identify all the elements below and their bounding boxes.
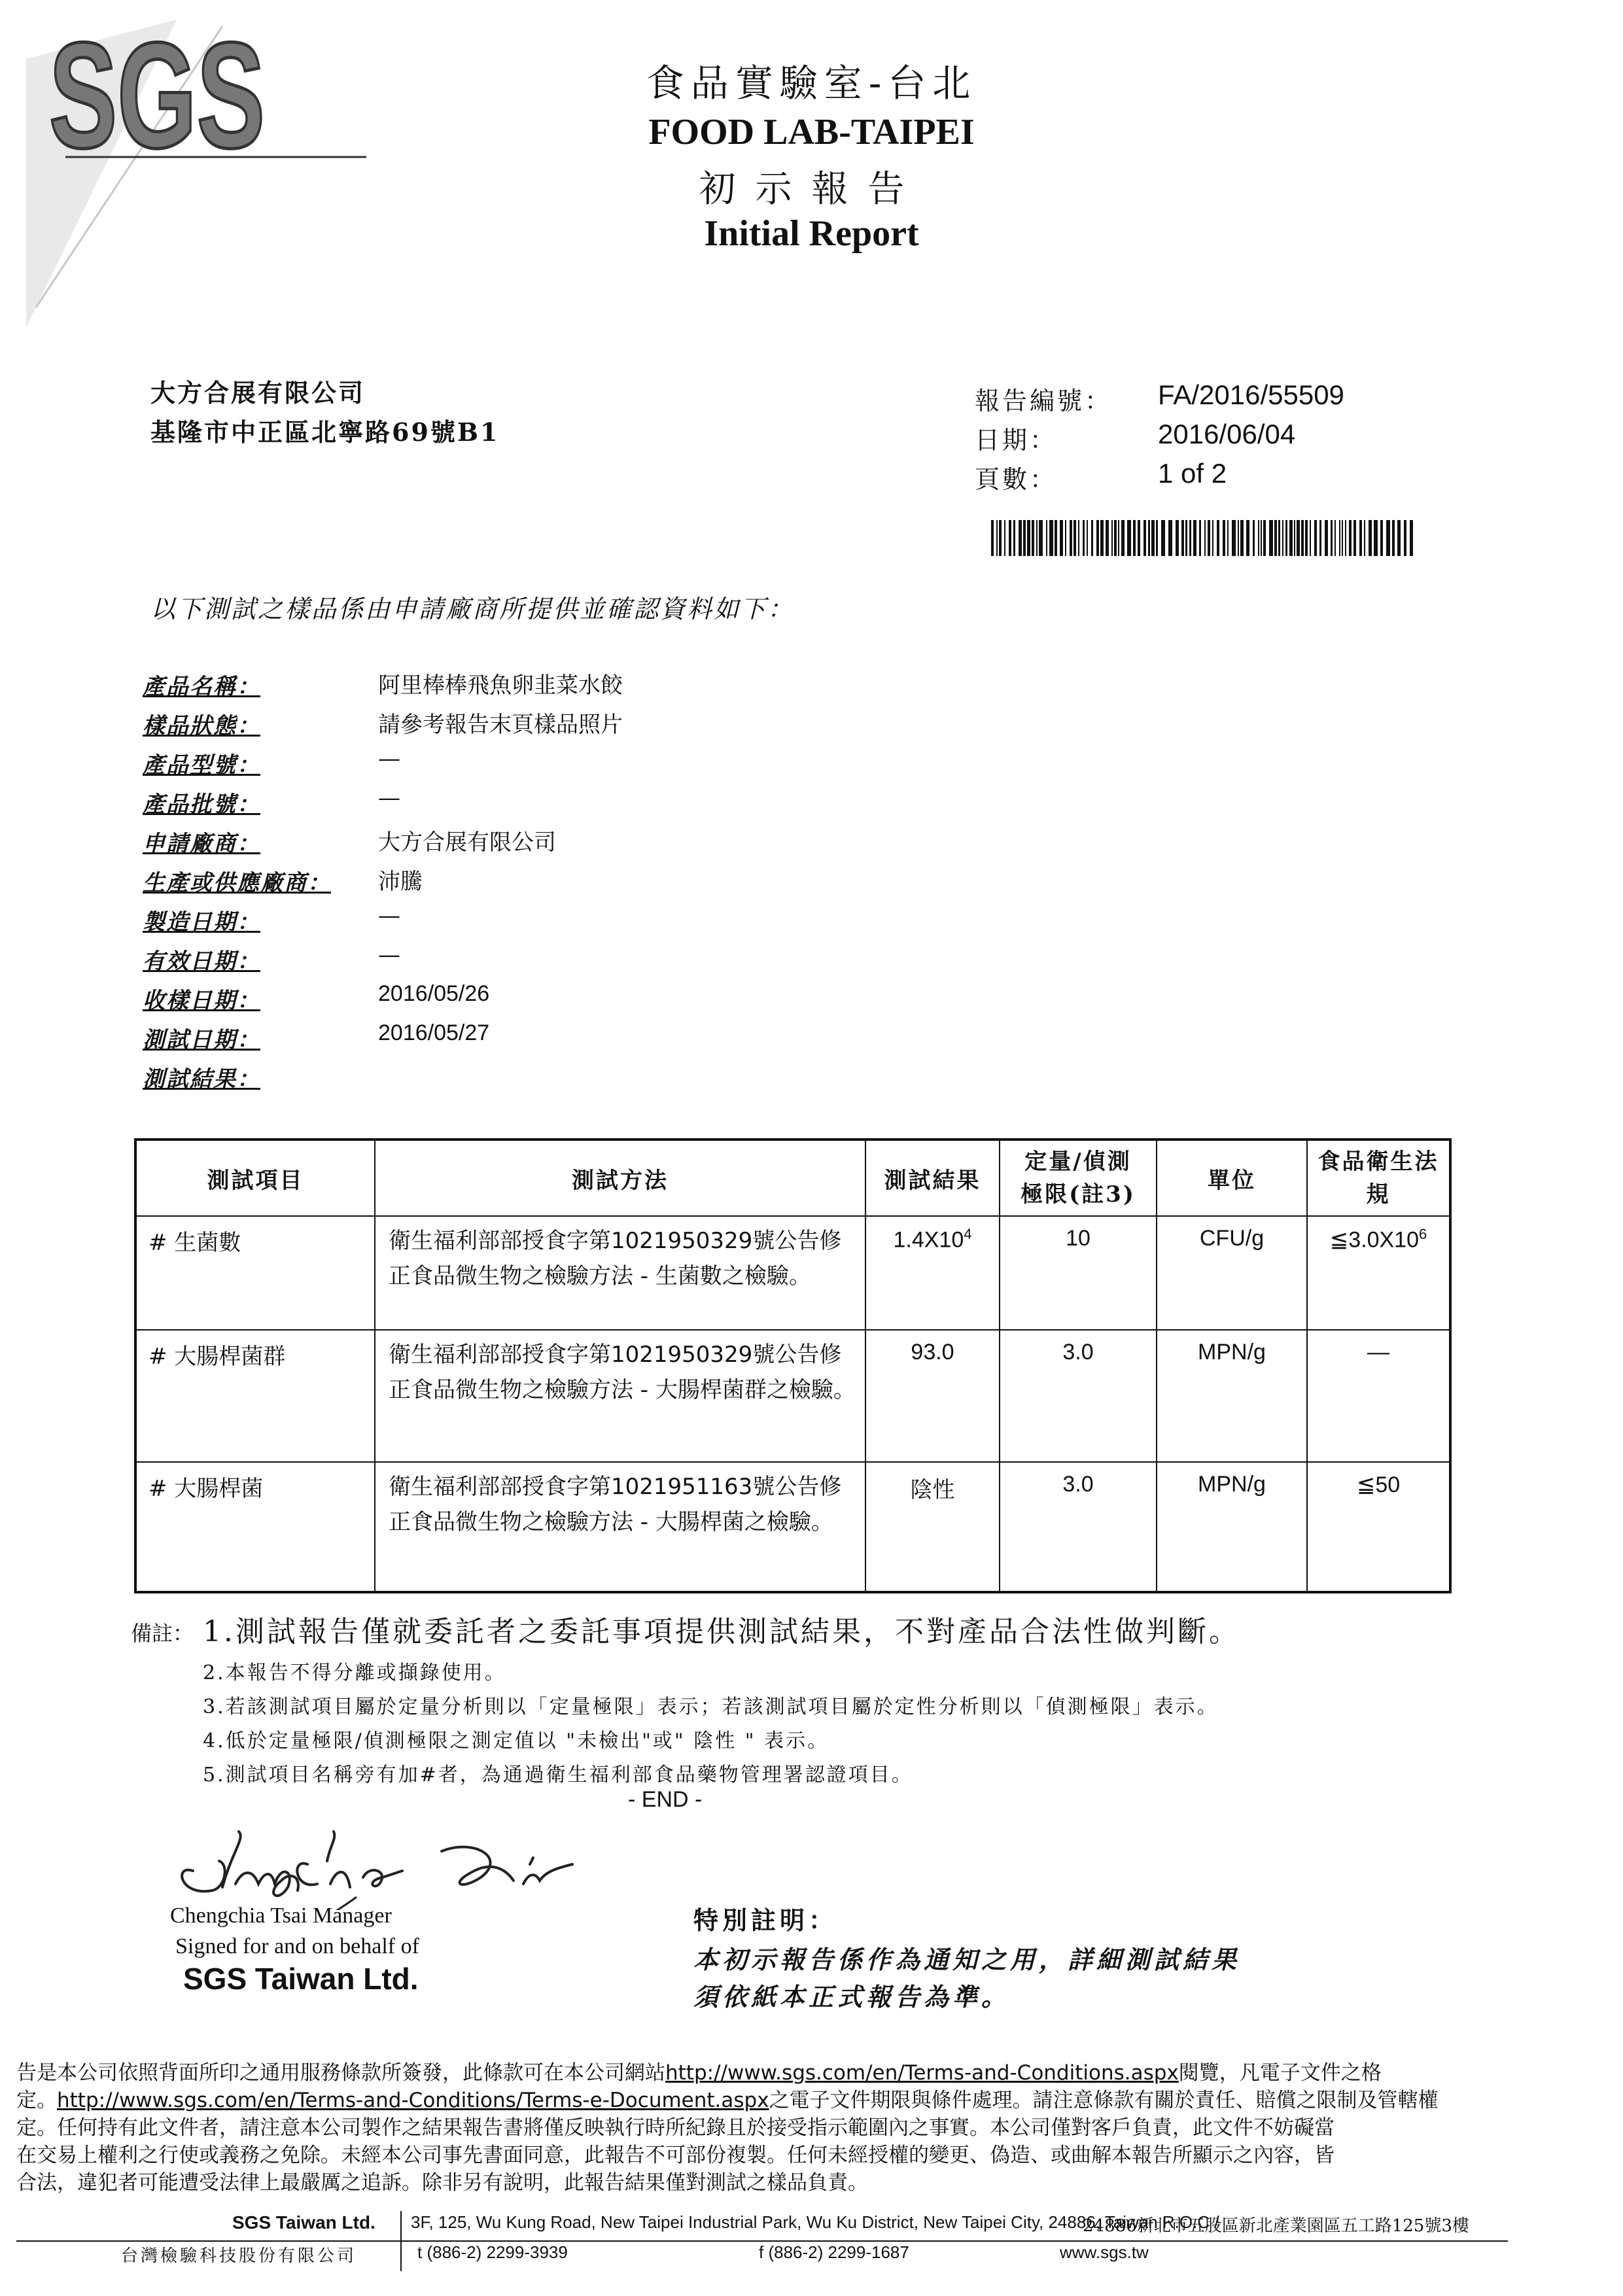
field-value-manufacturer: 沛騰 — [378, 869, 423, 895]
cell-item: # 生菌數 — [135, 1216, 375, 1330]
barcode-bar — [1027, 520, 1030, 556]
field-value-received-date: 2016/05/26 — [378, 981, 490, 1006]
barcode-bar — [1223, 520, 1225, 556]
cell-item: # 大腸桿菌群 — [135, 1330, 375, 1462]
barcode-bar — [1359, 520, 1362, 556]
intro-text: 以下測試之樣品係由申請廠商所提供並確認資料如下： — [150, 595, 795, 623]
footer-address-en: 3F, 125, Wu Kung Road, New Taipei Industrial Park, Wu Ku District, New Taipei City, 24886, Taiwan R.O.C / — [411, 2212, 1219, 2232]
cell-regulation — [1307, 1330, 1450, 1462]
field-label-product-name: 產品名稱： — [143, 674, 260, 700]
barcode-bar — [1161, 520, 1165, 556]
cell-item: # 大腸桿菌 — [135, 1462, 375, 1592]
barcode-bar — [1319, 520, 1321, 556]
field-label-test-date: 測試日期： — [143, 1027, 260, 1053]
disclaimer-text: 合法，違犯者可能遭受法律上最嚴厲之追訴。除非另有說明，此報告結果僅對測試之樣品負責。 — [16, 2171, 868, 2195]
field-label-mfg-date: 製造日期： — [143, 909, 260, 935]
report-number-label: 報告編號： — [975, 387, 1113, 415]
cell-limit: 3.0 — [1000, 1330, 1157, 1462]
table-row — [135, 1330, 1450, 1462]
cell-regulation-exponent: 6 — [1419, 1226, 1427, 1242]
barcode-bar — [1023, 520, 1026, 556]
barcode-bar — [1263, 520, 1266, 556]
note-item: 2.本報告不得分離或擷錄使用。 — [203, 1661, 506, 1684]
barcode-bar — [1083, 520, 1085, 556]
field-label-test-result: 測試結果： — [143, 1066, 260, 1092]
end-marker: - END - — [628, 1787, 703, 1812]
barcode-bar — [1151, 520, 1155, 556]
special-note-title: 特別註明： — [693, 1905, 838, 1935]
footer-vertical-divider — [400, 2211, 402, 2271]
barcode-bar — [1176, 520, 1179, 556]
barcode-bar — [1212, 520, 1213, 556]
table-header-row — [135, 1139, 1450, 1216]
barcode-bar — [1185, 520, 1187, 556]
barcode-bar — [1118, 520, 1119, 556]
barcode-bar — [1310, 520, 1311, 556]
terms-link[interactable]: http://www.sgs.com/en/Terms-and-Conditions.aspx — [665, 2061, 1179, 2085]
table-row — [135, 1216, 1450, 1330]
footer-divider-line — [16, 2240, 1508, 2242]
table-row — [135, 1462, 1450, 1592]
field-label-manufacturer: 生產或供應廠商： — [143, 870, 331, 896]
barcode-bar — [1091, 520, 1093, 556]
barcode-bar — [1133, 520, 1136, 556]
logo-text: SGS — [49, 20, 265, 179]
field-value-model: — — [378, 746, 400, 772]
barcode-bar — [999, 520, 1002, 556]
report-type-zh: 初示報告 — [699, 168, 924, 211]
barcode-bar — [1065, 520, 1066, 556]
barcode-bar — [1143, 520, 1146, 556]
barcode-bar — [1127, 520, 1131, 556]
cell-result — [865, 1462, 1000, 1592]
barcode-bar — [1238, 520, 1239, 556]
barcode-bar — [1386, 520, 1390, 556]
barcode-bar — [1111, 520, 1113, 556]
barcode-bar — [1240, 520, 1244, 556]
barcode-bar — [1199, 520, 1201, 556]
barcode-bar — [1156, 520, 1158, 556]
e-document-terms-link[interactable]: http://www.sgs.com/en/Terms-and-Conditions/Terms-e-Document.aspx — [57, 2089, 769, 2112]
field-label-sample-status: 樣品狀態： — [143, 713, 260, 739]
barcode-bar — [1380, 520, 1383, 556]
page-count: 1 of 2 — [1158, 458, 1227, 489]
cell-unit: MPN/g — [1157, 1462, 1307, 1592]
barcode-bar — [1345, 520, 1346, 556]
report-type-en: Initial Report — [704, 213, 919, 254]
barcode-bar — [1217, 520, 1219, 556]
cell-result — [865, 1330, 1000, 1462]
barcode-bar — [1404, 520, 1406, 556]
col-header-limit — [1000, 1139, 1157, 1216]
field-label-batch: 產品批號： — [143, 791, 260, 818]
cell-result-base: 93.0 — [911, 1340, 954, 1365]
footer-company-zh: 台灣檢驗科技股份有限公司 — [121, 2246, 357, 2266]
barcode-bar — [1289, 520, 1293, 556]
barcode-bar — [1285, 520, 1287, 556]
cell-result-base: 1.4X10 — [893, 1227, 964, 1253]
barcode-bar — [1314, 520, 1317, 556]
cell-limit: 10 — [1000, 1216, 1157, 1330]
client-name: 大方合展有限公司 — [150, 378, 366, 408]
barcode-bar — [1294, 520, 1295, 556]
barcode-bar — [1335, 520, 1336, 556]
field-value-batch: — — [378, 785, 400, 811]
field-label-model: 產品型號： — [143, 752, 260, 778]
barcode-bar — [1078, 520, 1079, 556]
disclaimer-text: 定。 — [16, 2089, 57, 2112]
barcode-bar — [1138, 520, 1140, 556]
col-header-result: 測試結果 — [865, 1139, 1000, 1216]
cell-method: 衛生福利部部授食字第1021951163號公告修正食品微生物之檢驗方法 - 大腸桿菌之檢驗。 — [375, 1462, 865, 1592]
field-value-sample-status: 請參考報告末頁樣品照片 — [378, 712, 623, 738]
cell-method: 衛生福利部部授食字第1021950329號公告修正食品微生物之檢驗方法 - 生菌數之檢驗。 — [375, 1216, 865, 1330]
disclaimer-text: 定。任何持有此文件者，請注意本公司製作之結果報告書將僅反映執行時所紀錄且於接受指示範圍內之事實。本公司僅對客戶負責，此文件不妨礙當 — [16, 2116, 1335, 2140]
barcode-bar — [1374, 520, 1378, 556]
barcode-bar — [1100, 520, 1104, 556]
barcode-bar — [1019, 520, 1022, 556]
col-header-limit-line2: 極限(註3) — [1021, 1181, 1136, 1208]
cell-regulation — [1307, 1216, 1450, 1330]
cell-regulation — [1307, 1462, 1450, 1592]
barcode-bar — [1364, 520, 1365, 556]
barcode-bar — [1261, 520, 1262, 556]
col-header-regulation: 食品衛生法規 — [1307, 1139, 1450, 1216]
barcode-bar — [1274, 520, 1277, 556]
field-label-applicant: 申請廠商： — [143, 831, 260, 857]
cell-unit: CFU/g — [1157, 1216, 1307, 1330]
report-date: 2016/06/04 — [1158, 419, 1296, 449]
barcode-bar — [1087, 520, 1088, 556]
barcode-bar — [1073, 520, 1076, 556]
barcode-bar — [1009, 520, 1011, 556]
note-item: 1.測試報告僅就委託者之委託事項提供測試結果，不對產品合法性做判斷。 — [203, 1615, 1240, 1648]
barcode-bar — [1301, 520, 1304, 556]
barcode-bar — [1246, 520, 1249, 556]
footer-fax: f (886-2) 2299-1687 — [759, 2242, 909, 2262]
notes-label: 備註： — [131, 1621, 194, 1646]
footer-phone: t (886-2) 2299-3939 — [417, 2242, 568, 2262]
field-value-test-date: 2016/05/27 — [378, 1020, 490, 1045]
barcode-bar — [1282, 520, 1283, 556]
barcode-bar — [1339, 520, 1340, 556]
barcode — [991, 520, 1420, 556]
cell-regulation-base: ≦3.0X10 — [1329, 1227, 1419, 1253]
special-note-line: 本初示報告係作為通知之用，詳細測試結果 — [693, 1945, 1241, 1974]
barcode-bar — [1297, 520, 1300, 556]
cell-result-exponent: 4 — [964, 1226, 972, 1242]
col-header-limit-line1: 定量/偵測 — [1024, 1149, 1132, 1175]
barcode-bar — [1410, 520, 1413, 556]
note-item: 4.低於定量極限/偵測極限之測定值以 "未檢出"或" 陰性 " 表示。 — [203, 1730, 829, 1752]
field-label-expiry-date: 有效日期： — [143, 948, 260, 975]
barcode-bar — [1193, 520, 1196, 556]
barcode-bar — [1039, 520, 1043, 556]
barcode-bar — [1046, 520, 1047, 556]
barcode-bar — [1353, 520, 1356, 556]
barcode-bar — [1032, 520, 1034, 556]
barcode-bar — [1004, 520, 1005, 556]
barcode-bar — [1114, 520, 1117, 556]
disclaimer-text: 在交易上權利之行使或義務之免除。未經本公司事先書面同意，此報告不可部份複製。任何未經授權的變更、偽造、或曲解本報告所顯示之內容，皆 — [16, 2144, 1335, 2167]
field-value-applicant: 大方合展有限公司 — [378, 829, 556, 856]
lab-title-zh: 食品實驗室-台北 — [646, 61, 977, 105]
barcode-bar — [1055, 520, 1057, 556]
barcode-bar — [1070, 520, 1072, 556]
handwritten-signature — [167, 1825, 585, 1910]
barcode-bar — [1392, 520, 1395, 556]
barcode-bar — [1189, 520, 1191, 556]
legal-disclaimer — [16, 2059, 1482, 2197]
page-count-label: 頁數： — [975, 465, 1058, 494]
report-number: FA/2016/55509 — [1158, 379, 1344, 410]
barcode-bar — [1106, 520, 1109, 556]
cell-unit: MPN/g — [1157, 1330, 1307, 1462]
barcode-bar — [1168, 520, 1172, 556]
barcode-bar — [1397, 520, 1401, 556]
barcode-bar — [1342, 520, 1343, 556]
barcode-bar — [1227, 520, 1229, 556]
barcode-bar — [991, 520, 994, 556]
note-item: 5.測試項目名稱旁有加#者，為通過衛生福利部食品藥物管理署認證項目。 — [203, 1764, 913, 1786]
signing-company: SGS Taiwan Ltd. — [183, 1962, 419, 1996]
barcode-bar — [1253, 520, 1255, 556]
barcode-bar — [1325, 520, 1328, 556]
barcode-bar — [1232, 520, 1236, 556]
col-header-method: 測試方法 — [375, 1139, 865, 1216]
barcode-bar — [1278, 520, 1280, 556]
field-value-expiry-date: — — [378, 942, 400, 968]
footer-company-en: SGS Taiwan Ltd. — [232, 2212, 375, 2233]
barcode-bar — [1148, 520, 1150, 556]
barcode-bar — [1204, 520, 1206, 556]
barcode-bar — [1049, 520, 1053, 556]
col-header-item: 測試項目 — [135, 1139, 375, 1216]
report-date-label: 日期： — [975, 426, 1058, 455]
barcode-bar — [1369, 520, 1372, 556]
barcode-bar — [1305, 520, 1308, 556]
barcode-bar — [1096, 520, 1099, 556]
signed-on-behalf: Signed for and on behalf of — [175, 1934, 419, 1958]
disclaimer-text: 告是本公司依照背面所印之通用服務條款所簽發，此條款可在本公司網站 — [16, 2061, 665, 2085]
field-value-mfg-date: — — [378, 903, 400, 929]
cell-result — [865, 1216, 1000, 1330]
barcode-bar — [1060, 520, 1063, 556]
col-header-unit: 單位 — [1157, 1139, 1307, 1216]
cell-regulation-base: ≦50 — [1356, 1472, 1401, 1497]
cell-method: 衛生福利部部授食字第1021950329號公告修正食品微生物之檢驗方法 - 大腸桿菌群之檢驗。 — [375, 1330, 865, 1462]
barcode-bar — [1013, 520, 1015, 556]
note-item: 3.若該測試項目屬於定量分析則以「定量極限」表示；若該測試項目屬於定性分析則以「偵測極限」表示。 — [203, 1696, 1219, 1718]
disclaimer-text: 之電子文件期限與條件處理。請注意條款有關於責任、賠償之限制及管轄權 — [769, 2089, 1439, 2112]
cell-regulation-base: — — [1367, 1340, 1389, 1365]
signatory-name: Chengchia Tsai Manager — [170, 1904, 392, 1928]
field-value-product-name: 阿里棒棒飛魚卵韭菜水餃 — [378, 672, 623, 699]
barcode-bar — [1181, 520, 1184, 556]
special-note-line: 須依紙本正式報告為準。 — [693, 1982, 1011, 2011]
cell-limit: 3.0 — [1000, 1462, 1157, 1592]
lab-title-en: FOOD LAB-TAIPEI — [648, 112, 975, 152]
barcode-bar — [1269, 520, 1273, 556]
barcode-bar — [1121, 520, 1125, 556]
disclaimer-text: 閱覽，凡電子文件之格 — [1178, 2061, 1382, 2085]
field-label-received-date: 收樣日期： — [143, 988, 260, 1014]
client-address: 基隆市中正區北寧路69號B1 — [150, 417, 500, 447]
barcode-bar — [1208, 520, 1210, 556]
barcode-bar — [996, 520, 998, 556]
barcode-bar — [1258, 520, 1259, 556]
barcode-bar — [1036, 520, 1038, 556]
barcode-bar — [1331, 520, 1333, 556]
results-table — [134, 1138, 1452, 1593]
footer-address-zh: 24886新北市五股區新北產業園區五工路125號3樓 — [1083, 2216, 1469, 2236]
footer-website[interactable]: www.sgs.tw — [1060, 2242, 1149, 2262]
cell-result-base: 陰性 — [910, 1478, 955, 1503]
barcode-bar — [1349, 520, 1352, 556]
